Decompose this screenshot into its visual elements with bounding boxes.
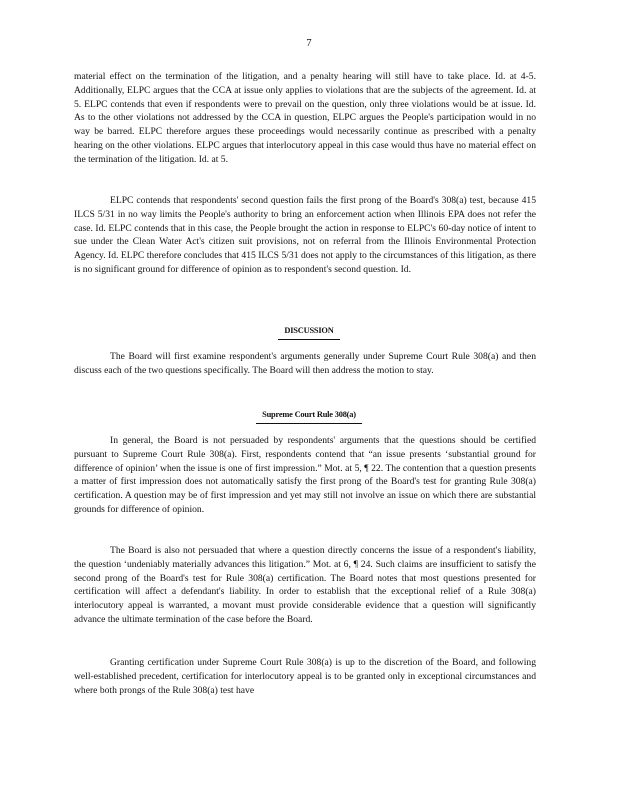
paragraph-text: The Board will first examine respondent's arguments generally under Supreme Court Rule 308(a) and then discuss each of the two questions specifically. The Board will then address the motion to stay. [74,351,536,376]
paragraph-elpc-second-question [74,194,536,277]
paragraph-first-impression [74,434,536,517]
paragraph-text: In general, the Board is not persuaded by respondents' arguments that the questions should be certified pursuant to Supreme Court Rule 308(a). First, respondents contend that “an issue presents ‘substantial ground for difference of opinion’ when the issue is one of first impression.” Mot. at 5, ¶ 22. The contention that a question presents a matter of first impression does not automatically satisfy the first prong of the Board's test for granting Rule 308(a) certification. A question may be of first impression and yet may still not involve an issue on which there are substantial grounds for difference of opinion. [74,435,536,515]
paragraph-text: material effect on the termination of the litigation, and a penalty hearing will still have to take place. Id. at 4-5. Additionally, ELPC argues that the CCA at issue only applies to violations that are the subjects of the agreement. Id. at 5. ELPC contends that even if respondents were to prevail on the question, only three violations would be at issue. Id. As to the other violations not addressed by the CCA in question, ELPC argues the People's participation would in no way be barred. ELPC therefore argues these proceedings would necessarily continue as prescribed with a penalty hearing on the other violations. ELPC argues that interlocutory appeal in this case would thus have no material effect on the termination of the litigation. Id. at 5. [74,71,536,165]
paragraph-text: ELPC contends that respondents' second question fails the first prong of the Board's 308(a) test, because 415 ILCS 5/31 in no way limits the People's authority to bring an enforcement action when Illinois EPA does not refer the case. Id. ELPC contends that in this case, the People brought the action in response to ELPC's 60-day notice of intent to sue under the Clean Water Act's citizen suit provisions, not on referral from the Illinois Environmental Protection Agency. Id. ELPC therefore concludes that 415 ILCS 5/31 does not apply to the circumstances of this litigation, as there is no significant ground for difference of opinion as to respondent's second question. Id. [74,195,536,275]
heading-text: Supreme Court Rule 308(a) [256,408,362,424]
heading-text: DISCUSSION [278,324,339,340]
section-heading-discussion [0,324,618,340]
paragraph-elpc-cca-argument [74,70,536,167]
paragraph-text: The Board is also not persuaded that where a question directly concerns the issue of a respondent's liability, the question ‘undeniably materially advances this litigation.” Mot. at 6, ¶ 24. Such claims are insufficient to satisfy the second prong of the Board's test for Rule 308(a) certification. The Board notes that most questions presented for certification will affect a defendant's liability. In order to establish that the exceptional relief of a Rule 308(a) interlocutory appeal is warranted, a movant must provide considerable evidence that a question will significantly advance the ultimate termination of the case before the Board. [74,545,536,625]
paragraph-text: Granting certification under Supreme Court Rule 308(a) is up to the discretion of the Board, and following well-established precedent, certification for interlocutory appeal is to be granted only in exceptional circumstances and where both prongs of the Rule 308(a) test have [74,657,536,696]
section-heading-rule-308a [0,408,618,424]
paragraph-discussion-intro [74,350,536,378]
paragraph-liability [74,544,536,627]
paragraph-granting-certification [74,656,536,697]
page-number: 7 [306,38,312,49]
